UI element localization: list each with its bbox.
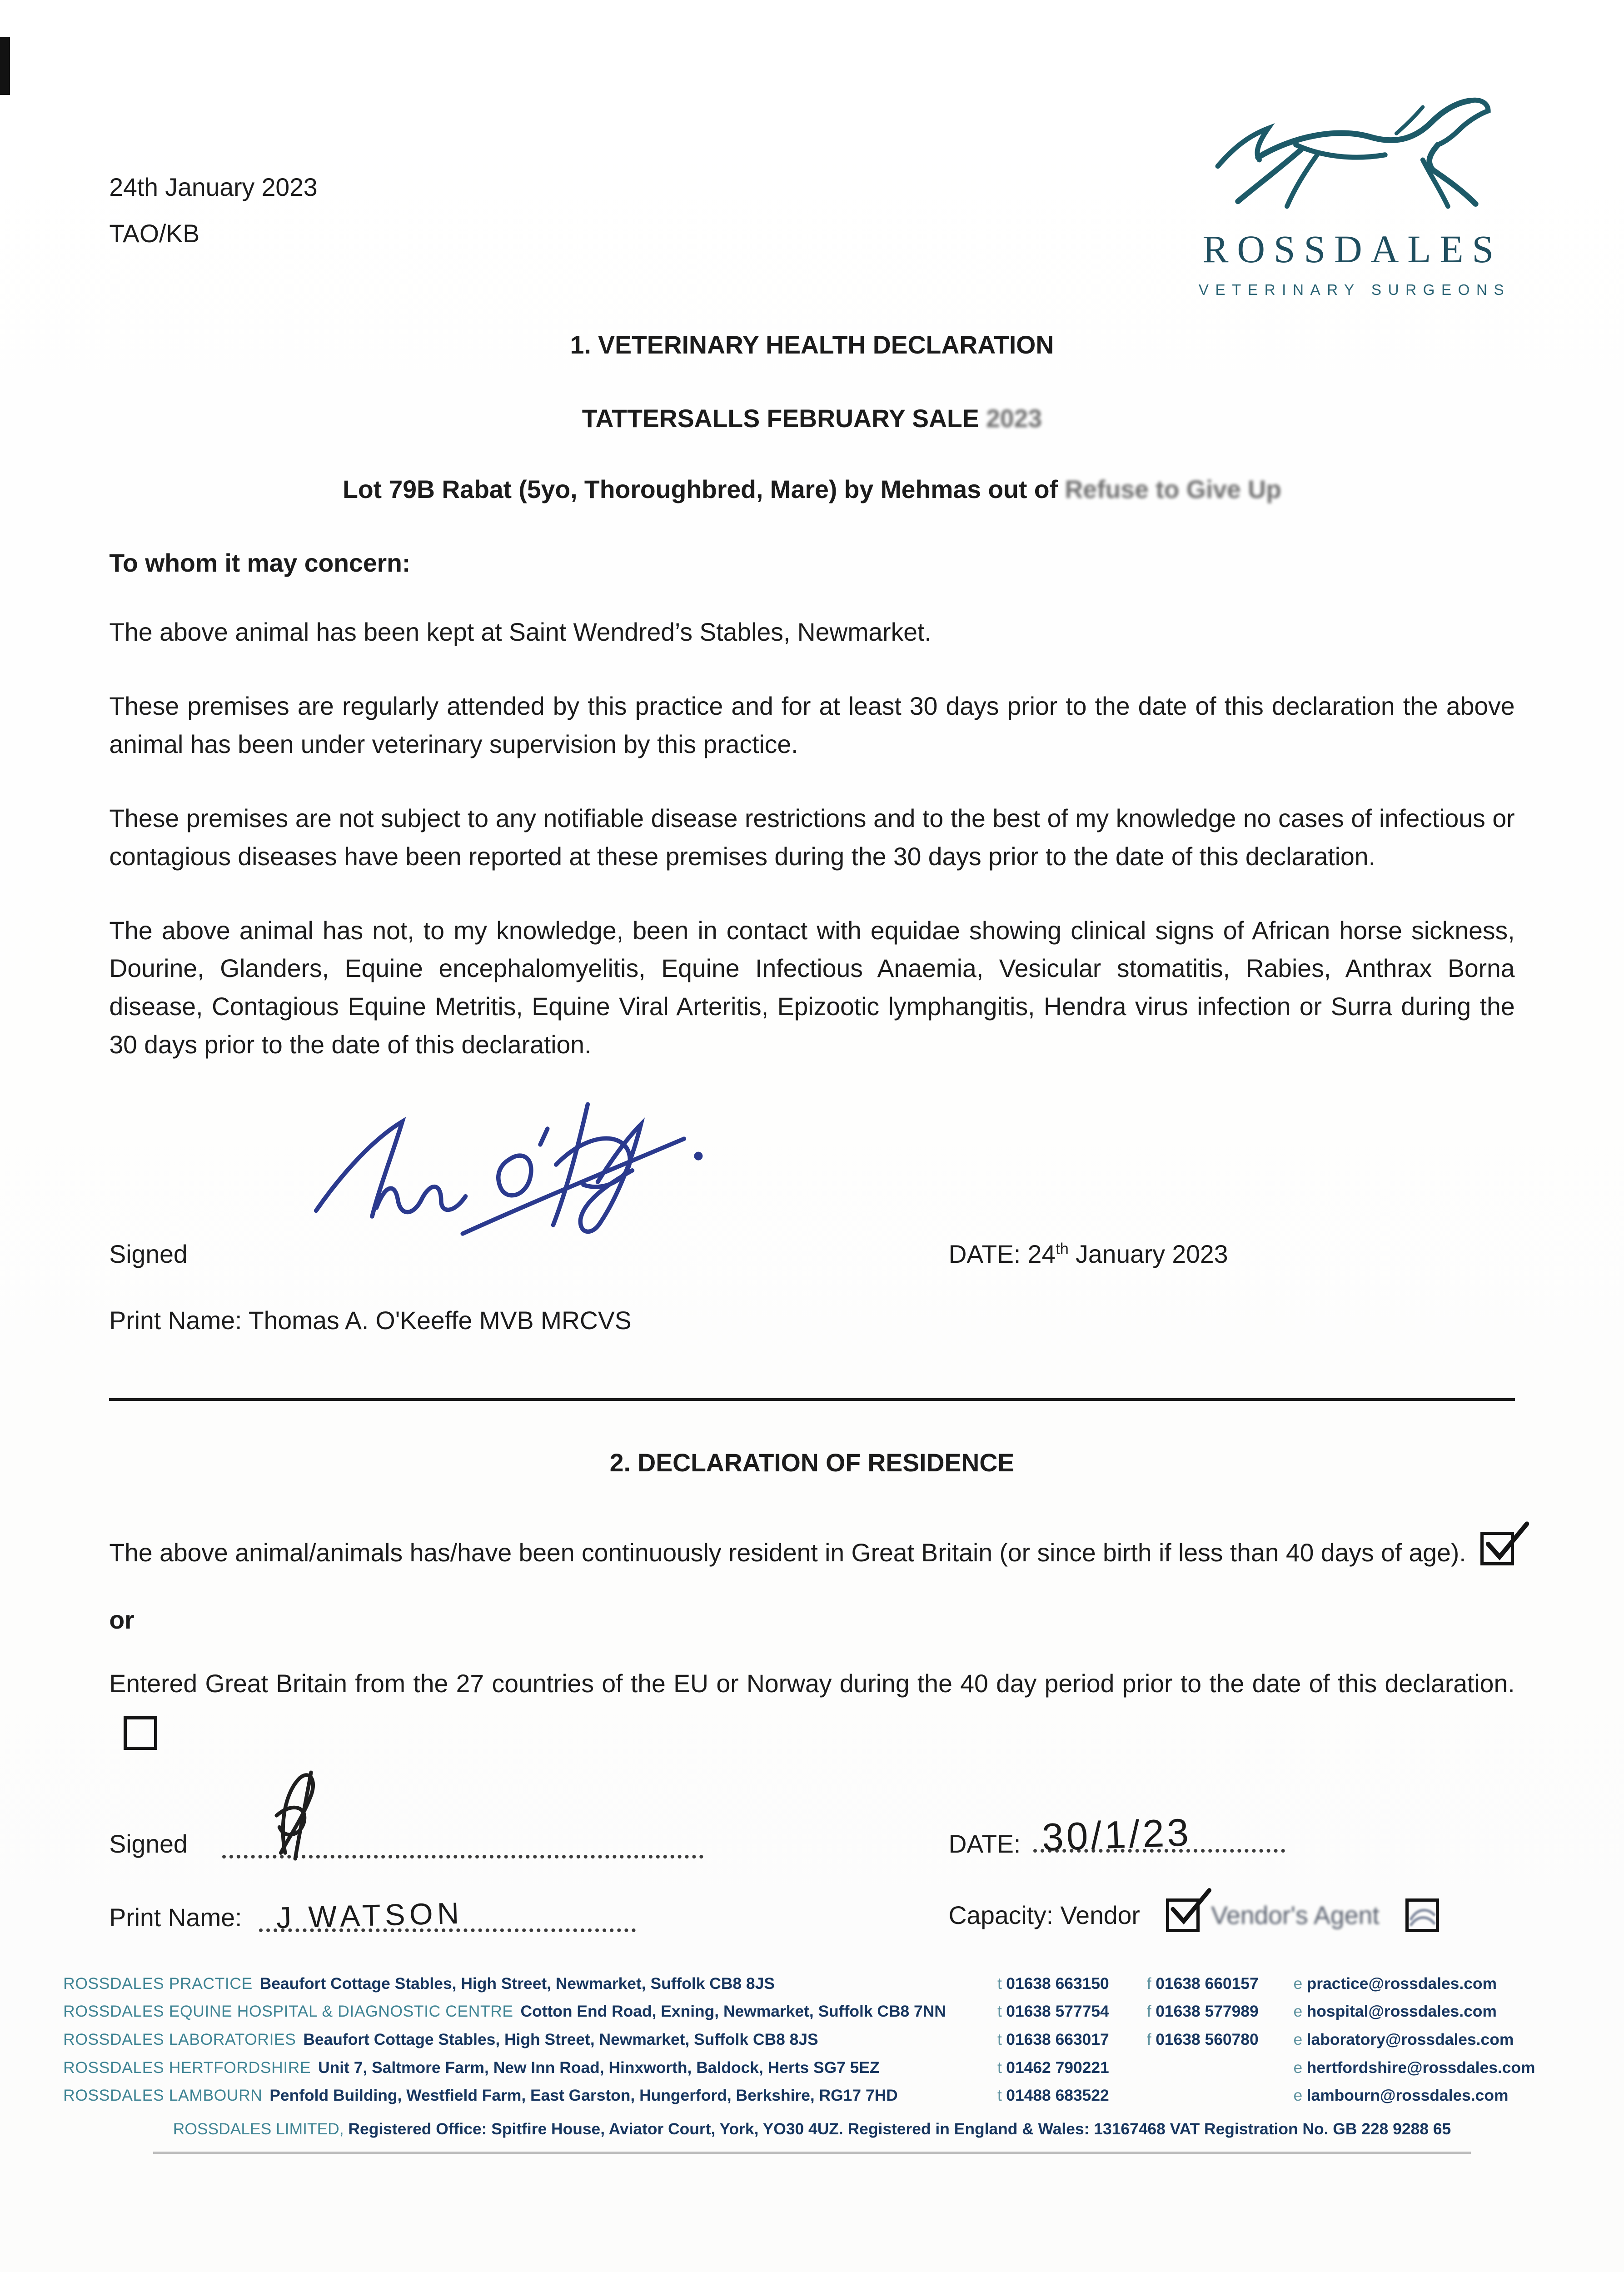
- paragraph-kept-at: The above animal has been kept at Saint Wendred’s Stables, Newmarket.: [109, 618, 932, 647]
- email-prefix: e: [1293, 2086, 1303, 2105]
- capacity-vendor-checkbox: [1166, 1898, 1200, 1932]
- email-prefix: e: [1293, 2030, 1303, 2049]
- title-sale-text: TATTERSALLS FEBRUARY SALE: [582, 404, 979, 433]
- office-email: hertfordshire@rossdales.com: [1306, 2058, 1535, 2077]
- office-email: hospital@rossdales.com: [1306, 2002, 1497, 2021]
- residence-option-1-checkbox: [1480, 1532, 1514, 1565]
- print-name-line: Print Name: Thomas A. O'Keeffe MVB MRCVS: [109, 1306, 632, 1335]
- title-sale-year: 2023: [986, 404, 1042, 433]
- section2-title: 2. DECLARATION OF RESIDENCE: [609, 1449, 1015, 1477]
- tick-icon: [1166, 1886, 1215, 1929]
- office-row: [63, 2054, 1561, 2082]
- office-phone: 01638 663150: [1006, 1974, 1109, 1993]
- email-prefix: e: [1293, 2058, 1303, 2077]
- office-fax: 01638 660157: [1156, 1974, 1259, 1993]
- date-label: DATE: 24: [948, 1240, 1056, 1268]
- signature-ink-icon: [293, 1084, 724, 1242]
- email-prefix: e: [1293, 2002, 1303, 2021]
- date-rest: January 2023: [1068, 1240, 1228, 1268]
- or-label: or: [109, 1605, 135, 1634]
- vet-signature: [293, 1084, 1514, 1234]
- residence-option-1-text: The above animal/animals has/have been continuously resident in Great Britain (or since birth if less than 40 days of age).: [109, 1538, 1466, 1567]
- tel-prefix: t: [997, 2058, 1002, 2077]
- tel-prefix: t: [997, 1974, 1002, 1993]
- office-phone: 01462 790221: [1006, 2058, 1109, 2077]
- rossdales-logo: [1198, 83, 1511, 299]
- office-name: ROSSDALES HERTFORDSHIRE: [63, 2058, 311, 2077]
- office-phone: 01638 663017: [1006, 2030, 1109, 2049]
- office-phone: 01638 577754: [1006, 2002, 1109, 2021]
- paragraph-attended: These premises are regularly attended by this practice and for at least 30 days prior to the date of this declaration the above animal has been under veterinary supervision by this practice.: [109, 692, 1515, 758]
- tick-icon: [1481, 1520, 1533, 1565]
- residence-option-2: [109, 1657, 1514, 1764]
- office-row: [63, 1998, 1561, 2026]
- fax-prefix: f: [1146, 2002, 1151, 2021]
- office-name: ROSSDALES EQUINE HOSPITAL & DIAGNOSTIC CENTRE: [63, 2002, 513, 2021]
- tel-prefix: t: [997, 2030, 1002, 2049]
- office-email: lambourn@rossdales.com: [1306, 2086, 1509, 2105]
- office-row: [63, 1970, 1561, 1998]
- office-address: Beaufort Cottage Stables, High Street, Newmarket, Suffolk CB8 8JS: [303, 2030, 818, 2049]
- email-prefix: e: [1293, 1974, 1303, 1993]
- vendor-signed-row: [109, 1811, 1514, 1859]
- scribble-icon: [1407, 1900, 1439, 1929]
- letter-date: 24th January 2023: [109, 173, 318, 201]
- vendor-date-group: [948, 1811, 1514, 1859]
- legal-text: Registered Office: Spitfire House, Aviator Court, York, YO30 4UZ. Registered in England & Wales: 13167468 VAT Registration No. GB 228 9288 65: [344, 2120, 1451, 2138]
- residence-option-2-text: Entered Great Britain from the 27 countries of the EU or Norway during the 40 day period prior to the date of this declaration.: [109, 1669, 1515, 1698]
- office-row: [63, 2082, 1561, 2110]
- logo-wordmark: ROSSDALES: [1202, 228, 1502, 271]
- date-ordinal: th: [1056, 1240, 1069, 1258]
- office-row: [63, 2026, 1561, 2054]
- logo-tagline: VETERINARY SURGEONS: [1198, 281, 1511, 299]
- office-fax: 01638 577989: [1156, 2002, 1259, 2021]
- residence-option-1: [109, 1526, 1514, 1579]
- letter-ref: TAO/KB: [109, 219, 200, 248]
- vendor-date-line: [1033, 1811, 1285, 1859]
- vendor-print-handwriting: J WATSON: [276, 1896, 464, 1935]
- title-declaration: 1. VETERINARY HEALTH DECLARATION: [570, 331, 1054, 359]
- capacity-label: Capacity: Vendor: [948, 1901, 1140, 1930]
- office-email: practice@rossdales.com: [1306, 1974, 1497, 1993]
- residence-option-2-checkbox: [124, 1716, 157, 1750]
- legal-line: [63, 2120, 1561, 2138]
- vendor-signature-ink-icon: [245, 1767, 374, 1867]
- date-line: [948, 1240, 1514, 1269]
- paragraph-no-restrictions: These premises are not subject to any notifiable disease restrictions and to the best of my knowledge no cases of infectious or contagious diseases have been reported at these premises during the 30 days prior to the date of this declaration.: [109, 804, 1515, 871]
- signed-date-row: [109, 1240, 1514, 1269]
- office-name: ROSSDALES LAMBOURN: [63, 2086, 263, 2105]
- office-name: ROSSDALES PRACTICE: [63, 1974, 253, 1993]
- office-email: laboratory@rossdales.com: [1306, 2030, 1514, 2049]
- title-lot-text: Lot 79B Rabat (5yo, Thoroughbred, Mare) by Mehmas out of: [343, 475, 1065, 504]
- letter-header: [109, 164, 317, 257]
- capacity-agent-label: Vendor's Agent: [1211, 1901, 1380, 1930]
- scan-bottom-line: [153, 2152, 1471, 2154]
- fax-prefix: f: [1146, 2030, 1151, 2049]
- vendor-print-line: [259, 1896, 636, 1935]
- capacity-group: [948, 1898, 1514, 1932]
- tel-prefix: t: [997, 2002, 1002, 2021]
- scan-artifact: [0, 37, 10, 95]
- title-sale: [109, 404, 1514, 433]
- office-address: Cotton End Road, Exning, Newmarket, Suffolk CB8 7NN: [520, 2002, 946, 2021]
- letterhead-footer: [0, 1970, 1624, 2154]
- vendor-date-handwriting: 30/1/23: [1041, 1811, 1192, 1859]
- title-lot: [109, 475, 1514, 504]
- office-phone: 01488 683522: [1006, 2086, 1109, 2105]
- capacity-agent-checkbox: [1405, 1898, 1439, 1932]
- tel-prefix: t: [997, 2086, 1002, 2105]
- paragraph-no-contact: The above animal has not, to my knowledge, been in contact with equidae showing clinical signs of African horse sickness, Dourine, Glanders, Equine encephalomyelitis, Equine Infectious Anaemia, Vesicular stomatitis, Rabies, Anthrax Borna disease, Contagious Equine Metritis, Equine Viral Arteritis, Epizootic lymphangitis, Hendra virus infection or Surra during the 30 days prior to the date of this declaration.: [109, 916, 1515, 1059]
- title-lot-dam: Refuse to Give Up: [1065, 475, 1281, 504]
- vendor-print-row: [109, 1896, 1514, 1935]
- vendor-signature-line: [222, 1827, 704, 1858]
- vendor-signed-label: Signed: [109, 1829, 188, 1858]
- office-name: ROSSDALES LABORATORIES: [63, 2030, 296, 2049]
- vendor-date-label: DATE:: [948, 1829, 1021, 1858]
- salutation: To whom it may concern:: [109, 549, 411, 578]
- fax-prefix: f: [1146, 1974, 1151, 1993]
- office-address: Penfold Building, Westfield Farm, East Garston, Hungerford, Berkshire, RG17 7HD: [269, 2086, 898, 2105]
- signed-label: Signed: [109, 1240, 188, 1268]
- office-fax: 01638 560780: [1156, 2030, 1259, 2049]
- vendor-print-label: Print Name:: [109, 1903, 242, 1932]
- office-address: Beaufort Cottage Stables, High Street, Newmarket, Suffolk CB8 8JS: [259, 1974, 775, 1993]
- section-divider: [109, 1398, 1514, 1401]
- horse-logo-icon: [1205, 83, 1499, 224]
- office-address: Unit 7, Saltmore Farm, New Inn Road, Hinxworth, Baldock, Herts SG7 5EZ: [318, 2058, 880, 2077]
- legal-company: ROSSDALES LIMITED,: [173, 2120, 344, 2138]
